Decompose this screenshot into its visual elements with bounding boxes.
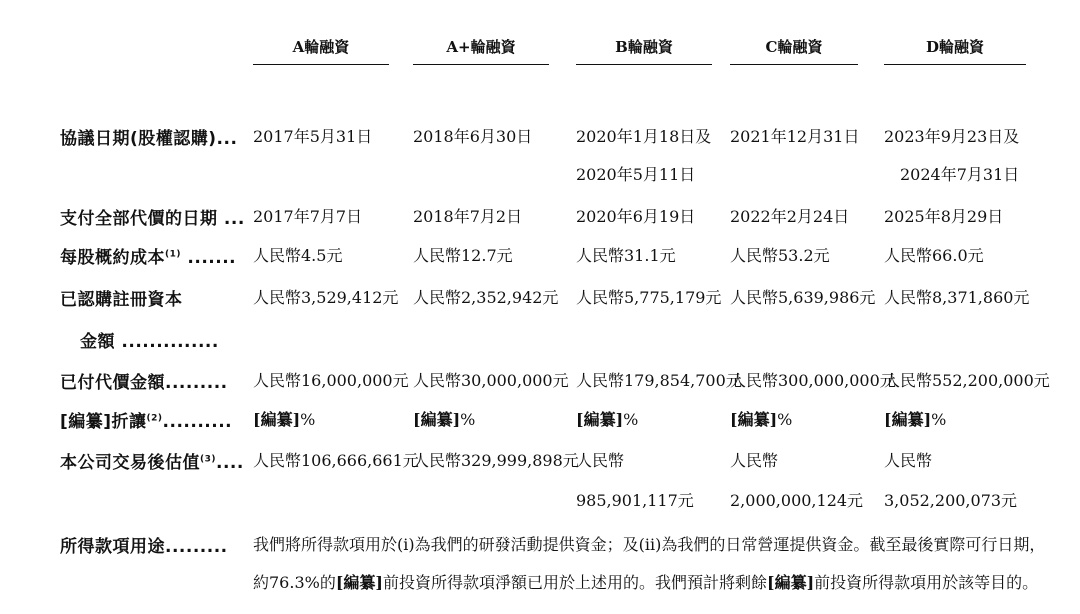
table-cell: 人民幣2,352,942元 <box>413 288 559 307</box>
table-cell: 人民幣16,000,000元 <box>253 371 409 390</box>
table-cell: 人民幣179,854,700元 <box>576 371 742 390</box>
use-of-proceeds-text: 我們將所得款項用於(i)為我們的研發活動提供資金；及(ii)為我們的日常營運提供資金。截至最後實際可行日期， <box>253 535 1046 554</box>
leader-dots: ....... <box>181 248 237 268</box>
header-series-d: D輪融資 <box>925 38 984 56</box>
row-label-agreement-date: 協議日期(股權認購)... <box>60 129 238 149</box>
header-series-c: C輪融資 <box>765 38 823 56</box>
footnote-marker: (1) <box>165 249 181 260</box>
text-segment: 前投資所得款項用於該等目的。 <box>814 573 1039 592</box>
table-cell: 人民幣 <box>884 451 933 470</box>
table-cell: 2018年7月2日 <box>413 207 523 226</box>
row-label-consideration-paid: 已付代價金額......... <box>60 373 228 393</box>
row-label-payment-date: 支付全部代價的日期 ... <box>60 209 245 229</box>
row-label-post-money-valuation <box>60 448 244 473</box>
table-cell <box>253 407 315 430</box>
redacted-text: [編纂] <box>413 410 461 429</box>
table-cell: 2020年5月11日 <box>576 165 696 184</box>
text-segment: 前投資所得款項淨額已用於上述用的。我們預計將剩餘 <box>383 573 768 592</box>
row-label-registered-capital-cont: 金額 .............. <box>80 332 219 352</box>
leader-dots: .......... <box>162 412 233 432</box>
label-text: 本公司交易後估值 <box>60 453 200 473</box>
redacted-text: [編纂] <box>335 573 383 592</box>
table-cell: 2022年2月24日 <box>730 207 850 226</box>
table-cell <box>730 407 792 430</box>
row-label-cost-per-share <box>60 243 236 268</box>
percent-sign: % <box>623 410 639 429</box>
table-cell: 2,000,000,124元 <box>730 491 864 510</box>
table-cell: 人民幣 <box>576 451 625 470</box>
text-segment: 約76.3%的 <box>253 573 336 592</box>
table-cell: 人民幣8,371,860元 <box>884 288 1030 307</box>
table-cell: 3,052,200,073元 <box>884 491 1018 510</box>
table-cell: 人民幣4.5元 <box>253 246 343 265</box>
header-series-a-plus: A+輪融資 <box>446 38 516 56</box>
table-cell: 2017年5月31日 <box>253 127 373 146</box>
table-cell: 人民幣66.0元 <box>884 246 984 265</box>
table-cell: 人民幣106,666,661元 <box>253 451 419 470</box>
redacted-text: [編纂] <box>767 573 815 592</box>
percent-sign: % <box>777 410 793 429</box>
table-cell <box>884 407 946 430</box>
leader-dots: .... <box>216 453 244 473</box>
table-cell: 人民幣 <box>730 451 779 470</box>
redacted-text: [編纂] <box>253 410 301 429</box>
header-underline <box>884 64 1026 65</box>
footnote-marker: (3) <box>200 454 216 465</box>
table-cell: 人民幣30,000,000元 <box>413 371 569 390</box>
table-cell: 2021年12月31日 <box>730 127 860 146</box>
table-cell: 人民幣329,999,898元 <box>413 451 579 470</box>
table-cell: 2020年1月18日及 <box>576 127 712 146</box>
table-cell: 2020年6月19日 <box>576 207 696 226</box>
header-underline <box>730 64 858 65</box>
table-cell: 2024年7月31日 <box>900 165 1020 184</box>
table-cell: 人民幣3,529,412元 <box>253 288 399 307</box>
table-cell: 人民幣12.7元 <box>413 246 513 265</box>
row-label-use-of-proceeds: 所得款項用途......... <box>60 537 228 557</box>
table-cell: 2025年8月29日 <box>884 207 1004 226</box>
table-cell <box>576 407 638 430</box>
table-cell: 2017年7月7日 <box>253 207 363 226</box>
row-label-discount <box>60 407 232 432</box>
redacted-text: [編纂] <box>576 410 624 429</box>
table-cell <box>413 407 475 430</box>
header-underline <box>253 64 389 65</box>
header-underline <box>576 64 712 65</box>
table-cell: 2018年6月30日 <box>413 127 533 146</box>
percent-sign: % <box>931 410 947 429</box>
table-cell: 985,901,117元 <box>576 491 694 510</box>
table-cell: 人民幣552,200,000元 <box>884 371 1050 390</box>
label-text: [編纂]折讓 <box>60 412 147 432</box>
table-cell: 人民幣5,639,986元 <box>730 288 876 307</box>
table-cell: 人民幣31.1元 <box>576 246 676 265</box>
header-series-b: B輪融資 <box>615 38 673 56</box>
table-cell: 人民幣53.2元 <box>730 246 830 265</box>
header-series-a: A輪融資 <box>292 38 350 56</box>
footnote-marker: (2) <box>146 413 163 424</box>
percent-sign: % <box>460 410 476 429</box>
label-text: 每股概約成本 <box>60 248 165 268</box>
table-cell: 人民幣5,775,179元 <box>576 288 722 307</box>
percent-sign: % <box>300 410 316 429</box>
row-label-registered-capital: 已認購註冊資本 <box>60 290 183 310</box>
use-of-proceeds-text <box>253 570 1038 593</box>
header-underline <box>413 64 549 65</box>
table-cell: 人民幣300,000,000元 <box>730 371 896 390</box>
redacted-text: [編纂] <box>730 410 778 429</box>
redacted-text: [編纂] <box>884 410 932 429</box>
table-cell: 2023年9月23日及 <box>884 127 1020 146</box>
